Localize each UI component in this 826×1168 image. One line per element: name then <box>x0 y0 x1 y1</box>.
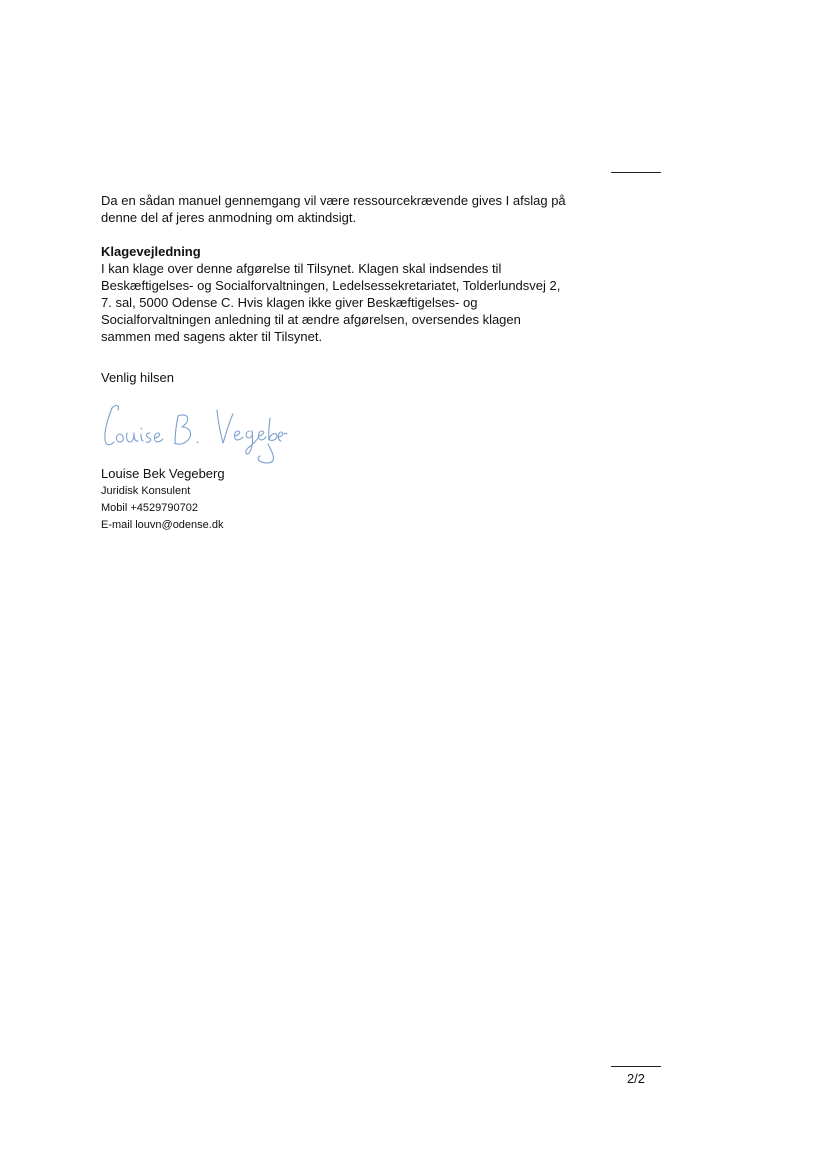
complaint-text <box>101 260 601 345</box>
complaint-line: 7. sal, 5000 Odense C. Hvis klagen ikke giver Beskæftigelses- og <box>101 295 478 310</box>
paragraph-line: denne del af jeres anmodning om aktindsigt. <box>101 210 357 225</box>
signer-block <box>101 465 401 534</box>
closing-greeting: Venlig hilsen <box>101 370 174 385</box>
complaint-heading: Klagevejledning <box>101 244 201 259</box>
signature-image <box>98 396 288 466</box>
paragraph-line: Da en sådan manuel gennemgang vil være ressourcekrævende gives I afslag på <box>101 193 566 208</box>
signer-name: Louise Bek Vegeberg <box>101 466 225 481</box>
complaint-section <box>101 243 601 345</box>
signer-mobile: Mobil +4529790702 <box>101 502 198 514</box>
footer-rule <box>611 1066 661 1067</box>
handwritten-signature <box>98 396 288 466</box>
complaint-line: sammen med sagens akter til Tilsynet. <box>101 329 323 344</box>
paragraph-refusal <box>101 192 601 226</box>
complaint-line: Beskæftigelses- og Socialforvaltningen, Ledelsessekretariatet, Tolderlundsvej 2, <box>101 278 561 293</box>
header-rule <box>611 172 661 173</box>
complaint-line: I kan klage over denne afgørelse til Tilsynet. Klagen skal indsendes til <box>101 261 502 276</box>
signer-email: E-mail louvn@odense.dk <box>101 519 224 531</box>
signer-title: Juridisk Konsulent <box>101 485 191 497</box>
complaint-line: Socialforvaltningen anledning til at ændre afgørelsen, oversendes klagen <box>101 312 521 327</box>
page-number: 2/2 <box>626 1071 646 1086</box>
